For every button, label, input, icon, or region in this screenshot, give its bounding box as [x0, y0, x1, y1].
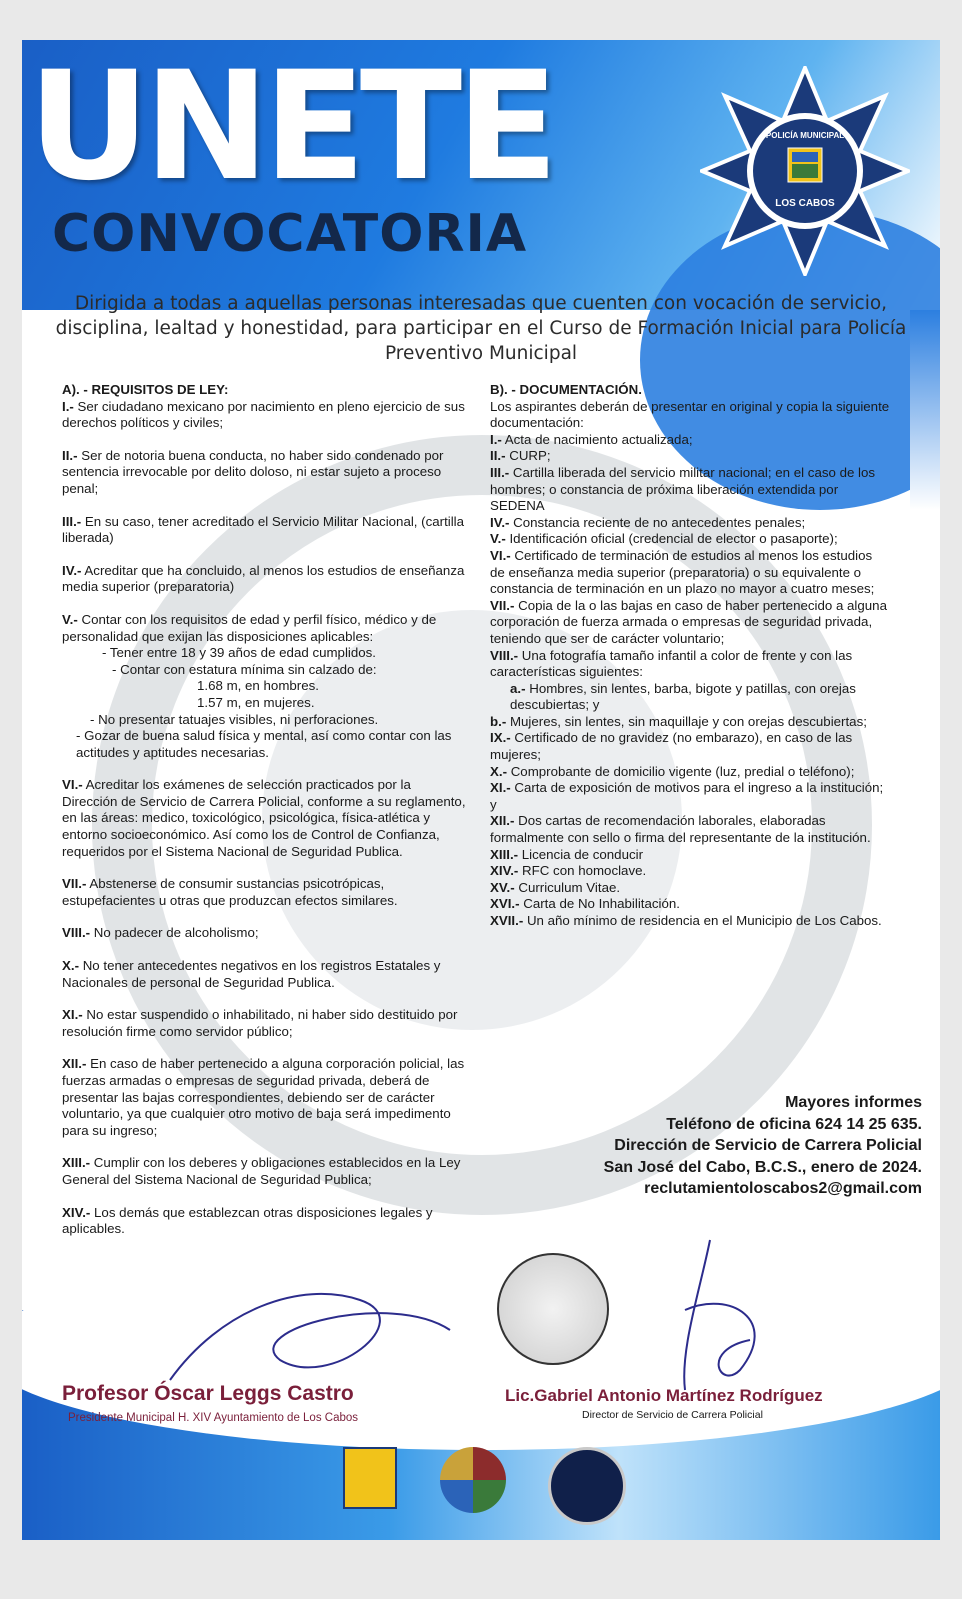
requirement-item: XIII.- Cumplir con los deberes y obligaciones establecidos en la Ley General del Sistema Nacional de Seguridad Publica; [62, 1155, 461, 1187]
municipal-shield-icon [343, 1447, 397, 1509]
document-item: I.- Acta de nacimiento actualizada; [490, 431, 693, 447]
document-item: V.- Identificación oficial (credencial de elector o pasaporte); [490, 531, 838, 547]
requirement-subitem: - Tener entre 18 y 39 años de edad cumplidos. [102, 645, 376, 661]
document-item: VIII.- Una fotografía tamaño infantil a color de frente y con las características siguientes: [490, 647, 853, 680]
contact-email[interactable]: reclutamientoloscabos2@gmail.com [644, 1180, 922, 1197]
requirement-item: XIV.- Los demás que establezcan otras disposiciones legales y aplicables. [62, 1204, 433, 1237]
signature-scribble-left [160, 1270, 460, 1400]
contact-info [604, 1092, 922, 1200]
requirement-subitem: 1.68 m, en hombres. [197, 678, 319, 694]
police-badge-icon [700, 66, 910, 276]
documentation-column [490, 382, 890, 930]
document-item: XVII.- Un año mínimo de residencia en el Municipio de Los Cabos. [490, 913, 882, 928]
signatory-left-role: Presidente Municipal H. XIV Ayuntamiento de Los Cabos [68, 1412, 359, 1424]
documentation-heading: B). - DOCUMENTACIÓN. [490, 382, 642, 397]
requirement-subitem: - No presentar tatuajes visibles, ni perforaciones. [90, 711, 379, 727]
subtitle: CONVOCATORIA [52, 204, 528, 264]
requirement-item: VI.- Acreditar los exámenes de selección practicados por la Dirección de Servicio de Carrera Policial, conforme a su reglamento, en las áreas: medico, toxicológico, psicológica, física-atlética y entorno socioeconómico. Así como los de Control de Confianza, requeridos por el Sistema Nacional de Seguridad Publica. [62, 777, 466, 859]
badge-bottom-text: LOS CABOS [775, 198, 835, 209]
document-item: XIV.- RFC con homoclave. [490, 863, 647, 879]
requirement-item: XII.- En caso de haber pertenecido a alguna corporación policial, las fuerzas armadas o empresas de seguridad privada, deberá de presentar las bajas correspondientes, debiendo ser de carácter voluntario, ya que cualquier otro motivo de baja será impedimento para su ingreso; [62, 1056, 465, 1138]
official-seal [497, 1253, 609, 1365]
document-item: XII.- Dos cartas de recomendación laborales, elaboradas formalmente con sello o firma del representante de la institución. [490, 813, 871, 846]
document-item: XI.- Carta de exposición de motivos para el ingreso a la institución; y [490, 780, 884, 812]
document-item: XV.- Curriculum Vitae. [490, 879, 621, 895]
intro-paragraph: Dirigida a todas a aquellas personas interesadas que cuenten con vocación de servicio, disciplina, lealtad y honestidad, para participar en el Curso de Formación Inicial para Policía Preventivo Municipal [55, 293, 907, 364]
contact-heading: Mayores informes [785, 1094, 922, 1111]
side-band [910, 310, 940, 510]
carrera-policial-logo-icon [548, 1447, 626, 1525]
contact-phone: Teléfono de oficina 624 14 25 635. [666, 1115, 922, 1133]
document-item: XVI.- Carta de No Inhabilitación. [490, 896, 680, 912]
requirement-item: XI.- No estar suspendido o inhabilitado, ni haber sido destituido por resolución firme como servidor público; [62, 1007, 458, 1039]
requirement-item: IV.- Acreditar que ha concluido, al menos los estudios de enseñanza media superior (preparatoria) [62, 562, 465, 595]
requirement-item: II.- Ser de notoria buena conducta, no haber sido condenado por sentencia irrevocable por delito doloso, ni estar sujeto a proceso penal; [62, 447, 444, 496]
ayuntamiento-logo-icon [440, 1447, 506, 1513]
requirement-item: V.- Contar con los requisitos de edad y perfil físico, médico y de personalidad que exijan las disposiciones aplicables: [62, 611, 437, 644]
document-item: X.- Comprobante de domicilio vigente (luz, predial o teléfono); [490, 763, 855, 779]
document-item: IV.- Constancia reciente de no antecedentes penales; [490, 514, 806, 530]
requirement-item: III.- En su caso, tener acreditado el Servicio Militar Nacional, (cartilla liberada) [62, 513, 465, 546]
signature-scribble-right [640, 1230, 790, 1400]
main-title: UNETE [28, 40, 553, 214]
requirement-subitem: - Contar con estatura mínima sin calzado de: [112, 661, 377, 677]
requirement-item: X.- No tener antecedentes negativos en los registros Estatales y Nacionales de personal de Seguridad Publica. [62, 958, 441, 990]
document-item: VII.- Copia de la o las bajas en caso de haber pertenecido a alguna corporación de fuerza armada o empresas de seguridad privada, teniendo que ser de carácter voluntario; [490, 597, 887, 646]
badge-top-text: POLICÍA MUNICIPAL [765, 131, 845, 140]
signatory-right-name: Lic.Gabriel Antonio Martínez Rodríguez [505, 1386, 823, 1405]
requirements-heading: A). - REQUISITOS DE LEY: [62, 382, 229, 397]
contact-office: Dirección de Servicio de Carrera Policial [614, 1137, 922, 1154]
document-subitem: a.- Hombres, sin lentes, barba, bigote y patillas, con orejas descubiertas; y [510, 680, 856, 713]
document-item: IX.- Certificado de no gravidez (no embarazo), en caso de las mujeres; [490, 730, 853, 763]
requirement-item: VII.- Abstenerse de consumir sustancias psicotrópicas, estupefacientes u otras que produzcan efectos similares. [62, 876, 398, 908]
requirements-column [62, 382, 467, 1254]
document-item: XIII.- Licencia de conducir [490, 846, 643, 862]
requirement-subitem: 1.57 m, en mujeres. [197, 694, 315, 710]
contact-place-date: San José del Cabo, B.C.S., enero de 2024. [603, 1158, 922, 1176]
signatory-left-name: Profesor Óscar Leggs Castro [62, 1382, 354, 1405]
documentation-lead: Los aspirantes deberán de presentar en original y copia la siguiente documentación: [490, 398, 890, 431]
document-item: III.- Cartilla liberada del servicio militar nacional; en el caso de los hombres; o constancia de próxima liberación extendida por SEDENA [490, 464, 876, 514]
requirement-item: VIII.- No padecer de alcoholismo; [62, 925, 259, 941]
signatory-right-role: Director de Servicio de Carrera Policial [582, 1409, 763, 1421]
document-subitem: b.- Mujeres, sin lentes, sin maquillaje y con orejas descubiertas; [490, 713, 867, 729]
document-item: VI.- Certificado de terminación de estudios al menos los estudios de enseñanza media superior (preparatoria) o su equivalente o constancia de terminación en un plazo no mayor a cuatro meses; [490, 547, 875, 597]
requirement-item: I.- Ser ciudadano mexicano por nacimiento en pleno ejercicio de sus derechos políticos y civiles; [62, 398, 465, 431]
document-item: II.- CURP; [490, 448, 551, 464]
requirement-subitem: - Gozar de buena salud física y mental, así como contar con las actitudes y aptitudes necesarias. [76, 728, 452, 760]
